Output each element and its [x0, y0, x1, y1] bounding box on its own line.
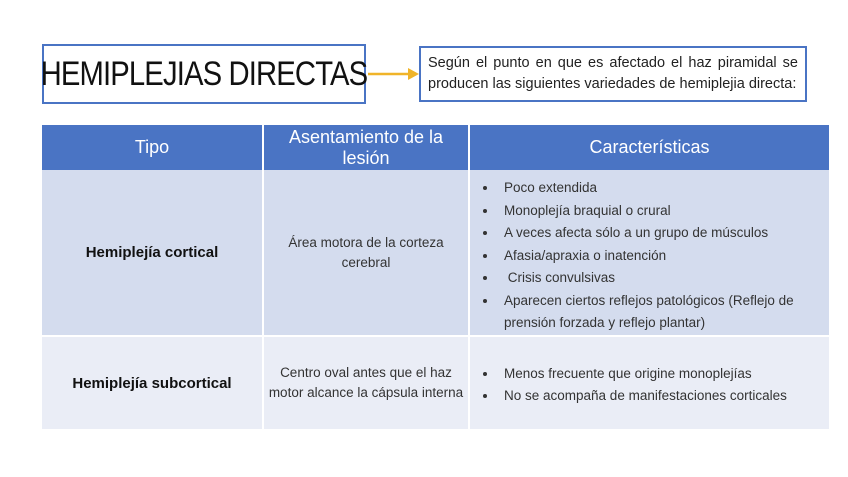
- list-item: • No se acompaña de manifestaciones corticales: [498, 385, 821, 408]
- table-header-row: [42, 125, 829, 170]
- cell-caracteristicas: [469, 336, 829, 429]
- list-item: • Monoplejía braquial o crural: [498, 200, 821, 223]
- column-header-tipo: Tipo: [42, 125, 263, 170]
- column-header-caracteristicas: Características: [469, 125, 829, 170]
- title-box: [42, 44, 366, 104]
- list-item: • Aparecen ciertos reflejos patológicos (Reflejo de prensión forzada y reflejo plantar): [498, 290, 821, 335]
- cell-asentamiento: Área motora de la corteza cerebral: [263, 170, 469, 336]
- list-item: • Afasia/apraxia o inatención: [498, 245, 821, 268]
- list-item: • A veces afecta sólo a un grupo de músculos: [498, 222, 821, 245]
- arrow-right-icon: [368, 66, 420, 82]
- list-item: • Menos frecuente que origine monoplejías: [498, 363, 821, 386]
- list-item: • Poco extendida: [498, 177, 821, 200]
- table-row: [42, 170, 829, 336]
- table-row: [42, 336, 829, 429]
- feature-list: [470, 170, 829, 335]
- cell-tipo: Hemiplejía subcortical: [42, 336, 263, 429]
- cell-caracteristicas: [469, 170, 829, 336]
- cell-asentamiento: Centro oval antes que el haz motor alcance la cápsula interna: [263, 336, 469, 429]
- page-title: HEMIPLEJIAS DIRECTAS: [40, 54, 368, 93]
- cell-tipo: Hemiplejía cortical: [42, 170, 263, 336]
- hemiplegia-table: [42, 125, 829, 429]
- description-note: Según el punto en que es afectado el haz piramidal se producen las siguientes variedades de hemiplejia directa:: [419, 46, 807, 102]
- column-header-asentamiento: Asentamiento de la lesión: [263, 125, 469, 170]
- feature-list: [470, 359, 829, 408]
- list-item: • Crisis convulsivas: [498, 267, 821, 290]
